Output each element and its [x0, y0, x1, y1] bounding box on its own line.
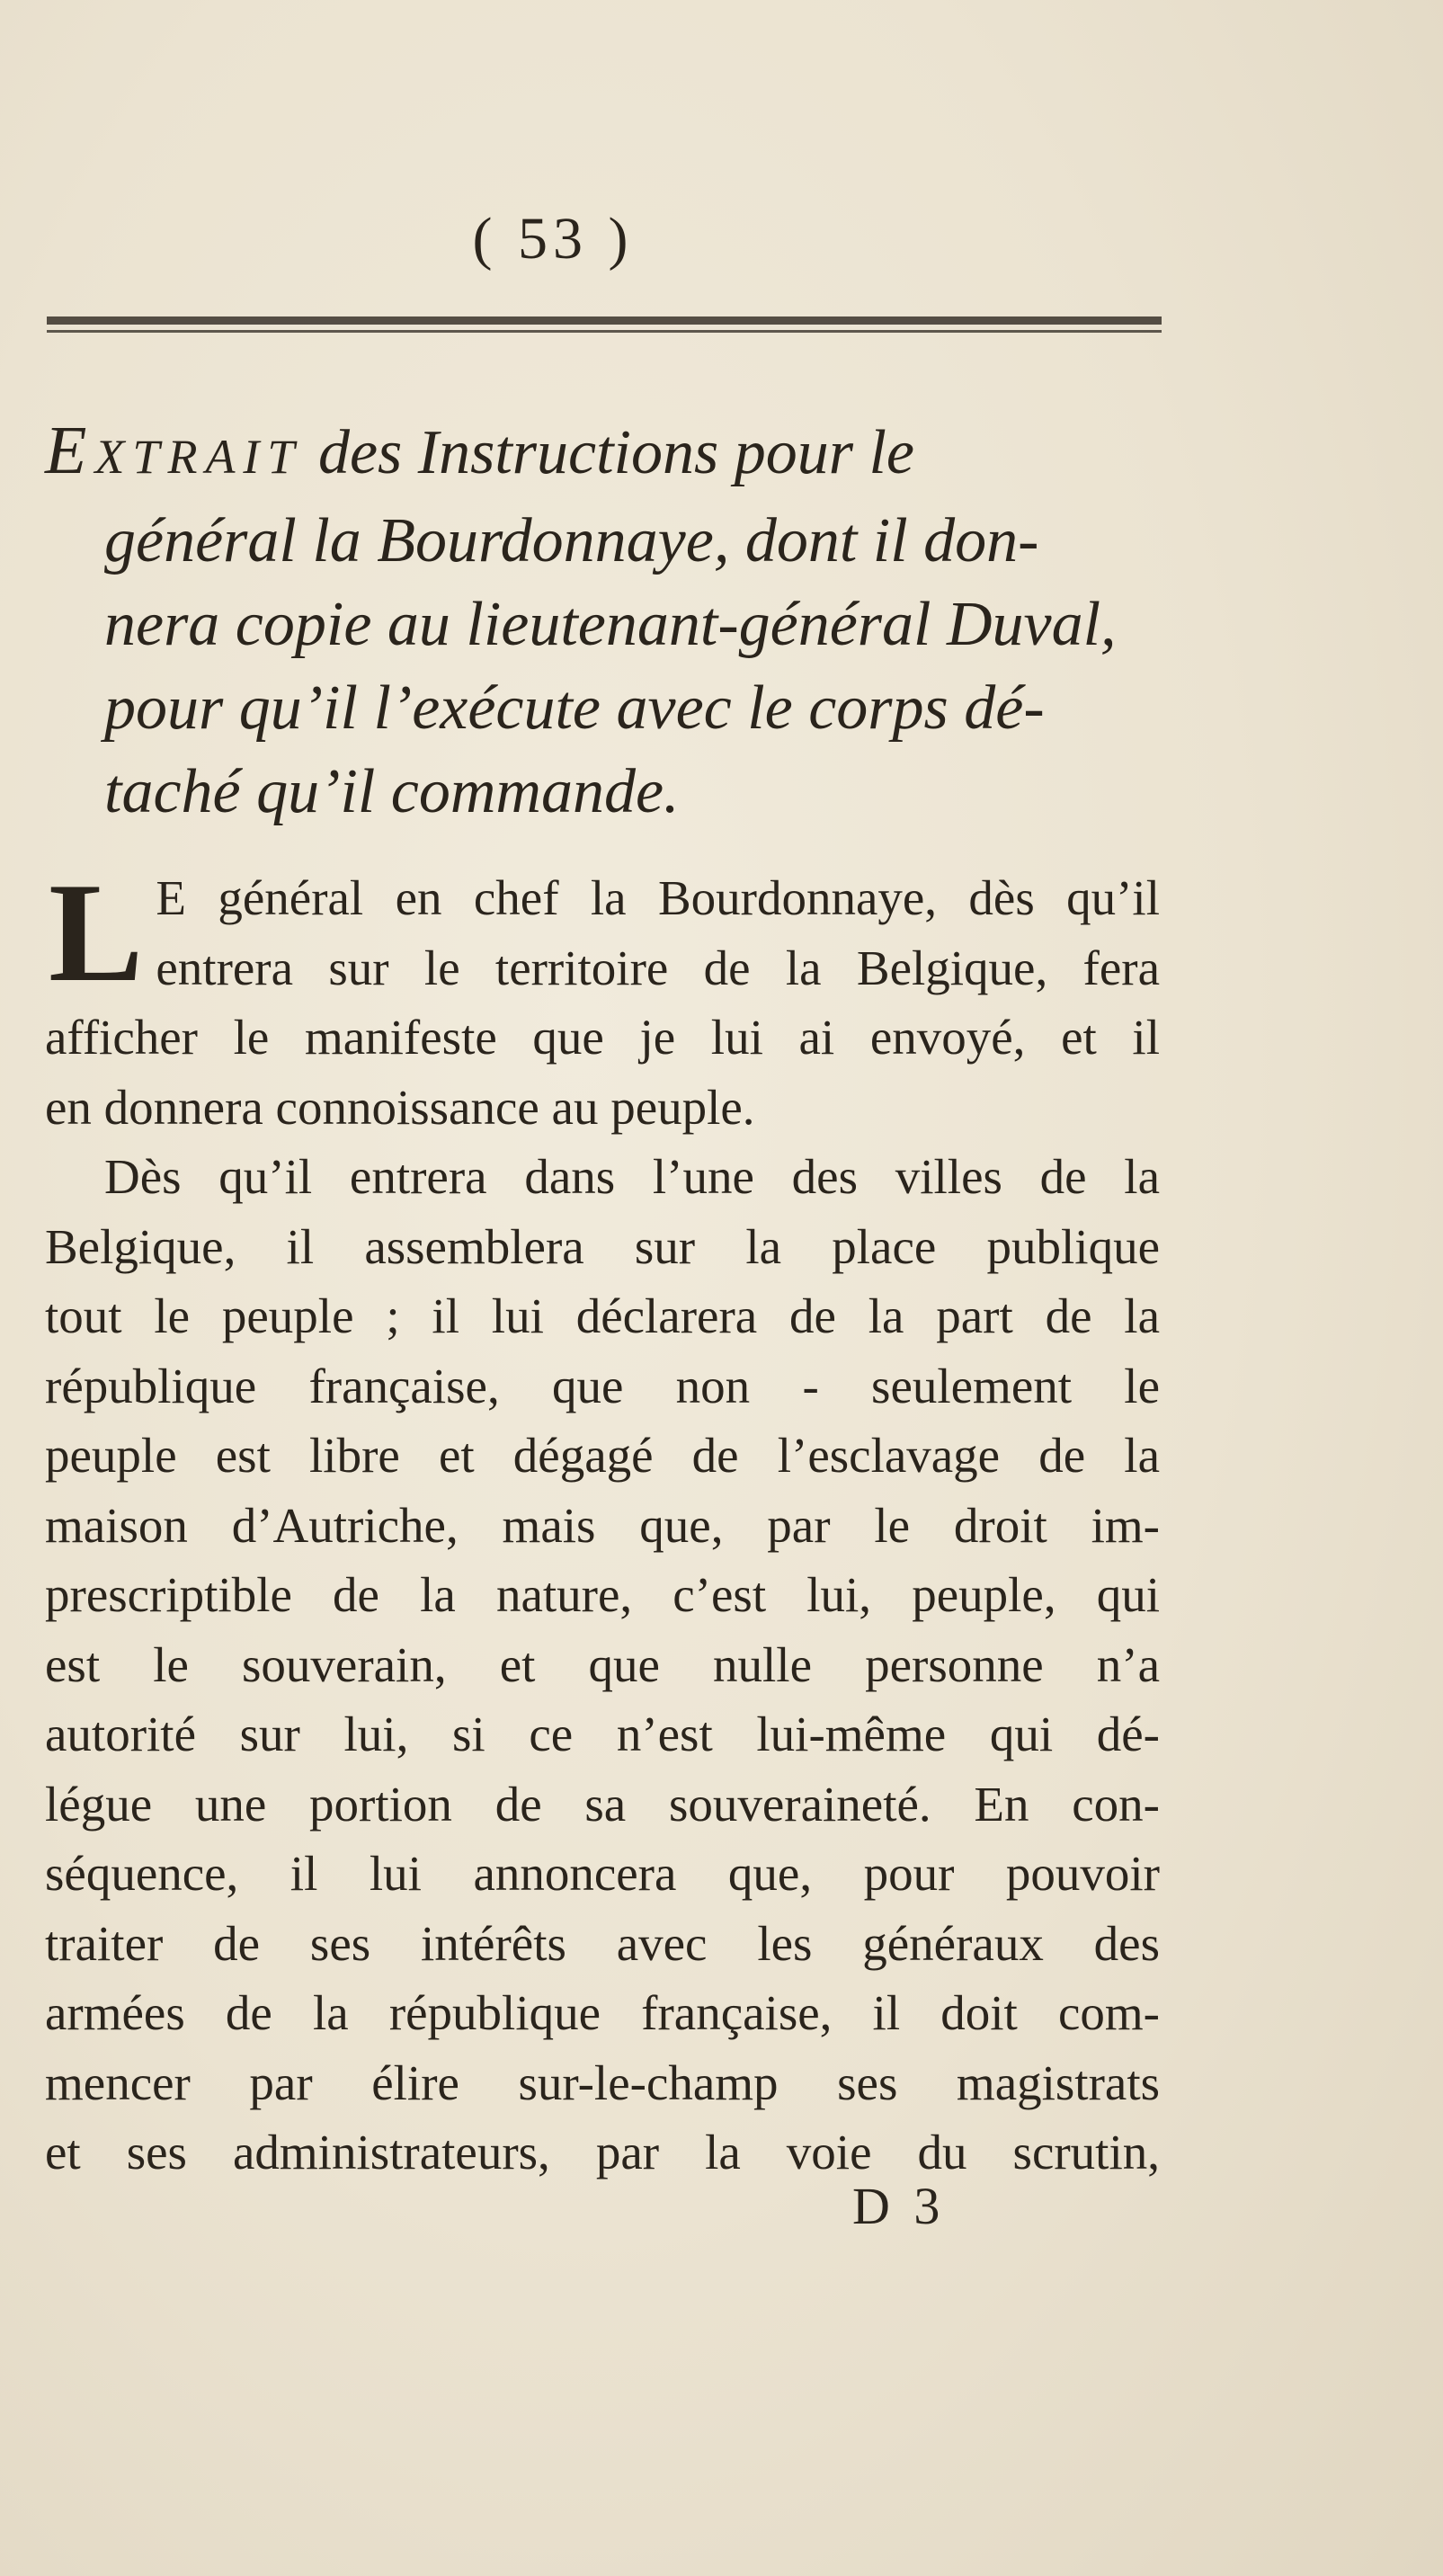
heading-line-4: pour qu’il l’exécute avec le corps dé-	[104, 673, 1045, 743]
paragraph-line: maison d’Autriche, mais que, par le droit im-	[45, 1497, 1160, 1553]
paragraph-line: en donnera connoissance au peuple.	[45, 1079, 755, 1135]
paragraph-line: légue une portion de sa souveraineté. En con-	[45, 1776, 1160, 1832]
header-rule-thin	[47, 330, 1162, 333]
paragraph-line: autorité sur lui, si ce n’est lui-même qui dé-	[45, 1707, 1160, 1761]
paragraph-line: armées de la république française, il doit com-	[45, 1985, 1160, 2040]
header-rule-thick	[47, 316, 1162, 325]
paragraph-1	[45, 854, 1160, 1142]
heading-line-2: général la Bourdonnaye, dont il don-	[104, 506, 1039, 575]
paragraph-line: Dès qu’il entrera dans l’une des villes de la	[104, 1149, 1160, 1204]
paragraph-line: traiter de ses intérêts avec les généraux des	[45, 1915, 1160, 1971]
paragraph-line: prescriptible de la nature, c’est lui, peuple, qui	[45, 1567, 1160, 1622]
paragraph-line: séquence, il lui annoncera que, pour pouvoir	[45, 1846, 1160, 1901]
heading-line-3: nera copie au lieutenant-général Duval,	[104, 590, 1117, 659]
paragraph-line: Belgique, il assemblera sur la place publique	[45, 1218, 1160, 1274]
body-text	[45, 854, 1160, 2188]
paragraph-line: et ses administrateurs, par la voie du scrutin,	[45, 2125, 1160, 2179]
heading-lead-word: EXTRAIT	[45, 413, 303, 488]
header-rule	[47, 316, 1162, 336]
paragraph-line: mencer par élire sur-le-champ ses magistrats	[45, 2055, 1160, 2110]
paragraph-line: république française, que non - seulement le	[45, 1358, 1160, 1413]
paragraph-line: afficher le manifeste que je lui ai envoyé, et il	[45, 1010, 1160, 1065]
paragraph-line: entrera sur le territoire de la Belgique, fera	[156, 940, 1160, 995]
heading-line-1: EXTRAIT des Instructions pour le	[45, 413, 914, 488]
page-number: ( 53 )	[472, 206, 634, 272]
drop-cap: L	[49, 854, 144, 1012]
paragraph-2	[45, 1142, 1160, 2188]
paragraph-line: est le souverain, et que nulle personne n’a	[45, 1636, 1160, 1692]
paragraph-line: tout le peuple ; il lui déclarera de la part de la	[45, 1288, 1160, 1343]
signature-mark: D 3	[852, 2177, 946, 2235]
heading-line-5: taché qu’il commande.	[104, 757, 680, 826]
paragraph-line: peuple est libre et dégagé de l’esclavage de la	[45, 1428, 1160, 1483]
section-heading	[45, 409, 1160, 833]
paragraph-line: E général en chef la Bourdonnaye, dès qu’il	[156, 870, 1160, 925]
